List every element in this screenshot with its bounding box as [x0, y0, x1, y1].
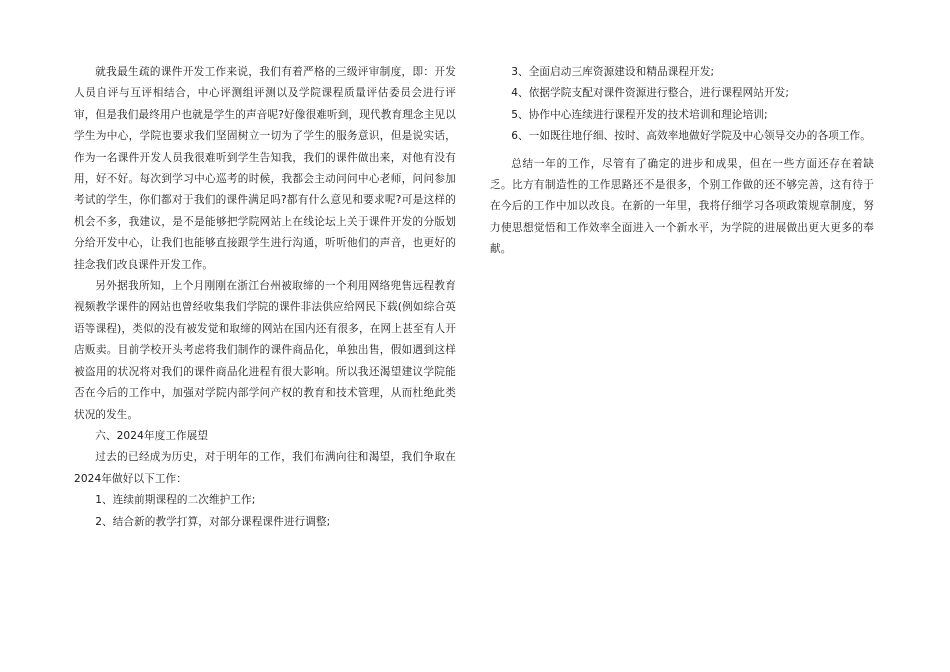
list-item: 6、一如既往地仔细、按时、高效率地做好学院及中心领导交办的各项工作。 — [511, 130, 871, 143]
right-column — [490, 62, 874, 261]
paragraph-summary: 总结一年的工作，尽管有了确定的进步和成果，但在一些方面还存在着缺乏。比方有制造性的工作思路还不是很多，个别工作做的还不够完善，这有待于在今后的工作中加以改良。在新的一年里，我将仔细学习各项政策规章制度，努力使思想觉悟和工作效率全面进入一个新水平，为学院的进展做出更大更多的奉献。 — [490, 157, 874, 256]
section-heading-outlook: 六、2024年度工作展望 — [95, 429, 209, 442]
paragraph-courseware-review: 就我最生疏的课件开发工作来说，我们有着严格的三级评审制度，即：开发人员自评与互评相结合，中心评测组评测以及学院课程质量评估委员会进行评审，但是我们最终用户也就是学生的声音呢?好像很难听到，现代教育理念主见以学生为中心，学院也要求我们坚固树立一切为了学生的服务意识，但是说实话，作为一名课件开发人员我很难听到学生告知我，我们的课件做出来，对他有没有用，好不好。每次到学习中心巡考的时候，我都会主动问问中心老师，问问参加考试的学生，你们都对于我们的课件满足吗?都有什么意见和要求呢?可是这样的机会不多，我建议，是不是能够把学院网站上在线论坛上关于课件开发的分版划分给开发中心，让我们也能够直接跟学生进行沟通，听听他们的声音，也更好的挂念我们改良课件开发工作。 — [74, 66, 456, 271]
list-item: 1、连续前期课程的二次维护工作; — [95, 494, 256, 507]
paragraph-outlook-intro: 过去的已经成为历史，对于明年的工作，我们布满向往和渴望，我们争取在2024年做好以下工作： — [74, 451, 456, 485]
list-item: 4、依据学院支配对课件资源进行整合，进行课程网站开发; — [511, 87, 790, 100]
paragraph-copyright-issue: 另外据我所知，上个月刚刚在浙江台州被取缔的一个利用网络兜售远程教育视频教学课件的网站也曾经收集我们学院的课件非法供应给网民下载(例如综合英语等课程)，类似的没有被发觉和取缔的网站在国内还有很多，在网上甚至有人开店贩卖。目前学校开头考虑将我们制作的课件商品化，单独出售，假如遇到这样被盗用的状况将对我们的课件商品化进程有很大影响。所以我还渴望建议学院能否在今后的工作中，加强对学院内部学问产权的教育和技术管理，从而杜绝此类状况的发生。 — [74, 280, 456, 421]
list-item: 2、结合新的教学打算，对部分课程课件进行调整; — [95, 515, 331, 528]
list-item: 5、协作中心连续进行课程开发的技术培训和理论培训; — [511, 108, 768, 121]
list-item: 3、全面启动三库资源建设和精品课程开发; — [511, 66, 715, 78]
left-column — [74, 62, 456, 533]
